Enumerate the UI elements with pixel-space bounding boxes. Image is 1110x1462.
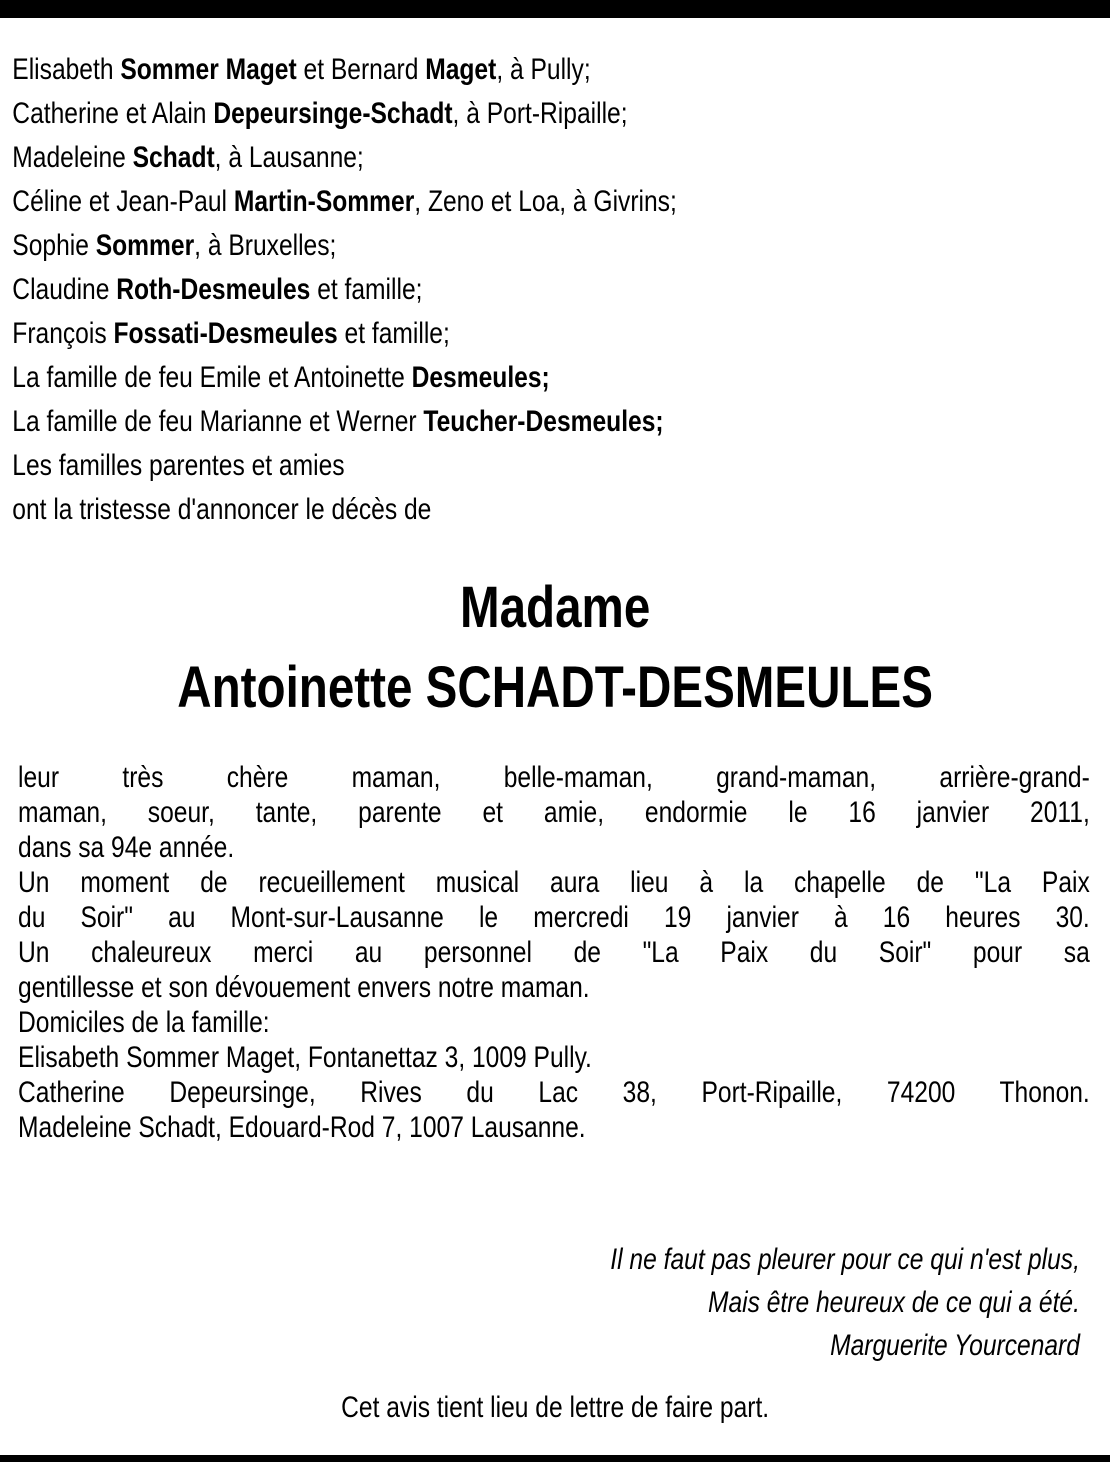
quote-line: Mais être heureux de ce qui a été. — [707, 1286, 1080, 1319]
name-text: , à Lausanne; — [214, 141, 364, 174]
family-name-line — [12, 400, 677, 444]
name-text: Elisabeth — [12, 53, 121, 86]
bottom-border — [0, 1455, 1110, 1462]
family-name-line — [12, 444, 677, 488]
family-name-line — [12, 180, 677, 224]
closing-note: Cet avis tient lieu de lettre de faire part. — [341, 1391, 770, 1424]
deceased-name: Antoinette SCHADT-DESMEULES — [177, 655, 933, 720]
name-text: et famille; — [337, 317, 450, 350]
family-surname: Teucher-Desmeules; — [423, 405, 664, 438]
body-line: gentillesse et son dévouement envers notre maman. — [18, 971, 590, 1004]
body-line: Elisabeth Sommer Maget, Fontanettaz 3, 1009 Pully. — [18, 1041, 592, 1074]
family-name-line — [12, 224, 677, 268]
family-name-line — [12, 356, 677, 400]
name-text: , à Pully; — [496, 53, 591, 86]
name-text: François — [12, 317, 114, 350]
quote-line: Il ne faut pas pleurer pour ce qui n'est plus, — [610, 1243, 1080, 1276]
name-text: et famille; — [310, 273, 423, 306]
family-surname: Sommer Maget — [120, 53, 297, 86]
quote-author: Marguerite Yourcenard — [830, 1329, 1080, 1362]
family-surname: Desmeules; — [411, 361, 550, 394]
family-surname: Sommer — [95, 229, 195, 262]
name-text: ont la tristesse d'annoncer le décès de — [12, 493, 432, 526]
body-line: Domiciles de la famille: — [18, 1006, 270, 1039]
family-name-line — [12, 136, 677, 180]
name-text: , à Port-Ripaille; — [452, 97, 628, 130]
family-name-line — [12, 488, 677, 532]
body-line: Catherine Depeursinge, Rives du Lac 38, Port-Ripaille, 74200 Thonon. — [18, 1076, 1090, 1109]
family-name-line — [12, 268, 677, 312]
name-text: et Bernard — [296, 53, 426, 86]
family-surname: Maget — [425, 53, 497, 86]
name-text: Les familles parentes et amies — [12, 449, 345, 482]
name-text: Catherine et Alain — [12, 97, 214, 130]
name-text: , Zeno et Loa, à Givrins; — [414, 185, 677, 218]
name-text: , à Bruxelles; — [194, 229, 337, 262]
name-text: Madeleine — [12, 141, 133, 174]
name-text: La famille de feu Marianne et Werner — [12, 405, 424, 438]
family-name-line — [12, 48, 677, 92]
family-surname: Depeursinge-Schadt — [213, 97, 453, 130]
name-text: Claudine — [12, 273, 117, 306]
body-line: Un chaleureux merci au personnel de "La Paix du Soir" pour sa — [18, 936, 1090, 969]
name-text: La famille de feu Emile et Antoinette — [12, 361, 412, 394]
quote — [0, 1238, 1080, 1367]
family-name-line — [12, 92, 677, 136]
name-text: Céline et Jean-Paul — [12, 185, 234, 218]
notice-body — [18, 760, 1090, 1145]
family-surname: Fossati-Desmeules — [113, 317, 338, 350]
family-surname: Schadt — [132, 141, 215, 174]
body-line: Madeleine Schadt, Edouard-Rod 7, 1007 Lausanne. — [18, 1111, 586, 1144]
family-surname: Roth-Desmeules — [116, 273, 311, 306]
body-line: dans sa 94e année. — [18, 831, 235, 864]
deceased-title: Madame — [459, 575, 651, 640]
family-surname: Martin-Sommer — [233, 185, 415, 218]
body-line: leur très chère maman, belle-maman, grand-maman, arrière-grand- — [18, 761, 1090, 794]
body-line: du Soir" au Mont-sur-Lausanne le mercredi 19 janvier à 16 heures 30. — [18, 901, 1090, 934]
family-name-line — [12, 312, 677, 356]
body-line: Un moment de recueillement musical aura lieu à la chapelle de "La Paix — [18, 866, 1090, 899]
name-text: Sophie — [12, 229, 96, 262]
family-names-list — [12, 48, 677, 532]
body-line: maman, soeur, tante, parente et amie, endormie le 16 janvier 2011, — [18, 796, 1090, 829]
